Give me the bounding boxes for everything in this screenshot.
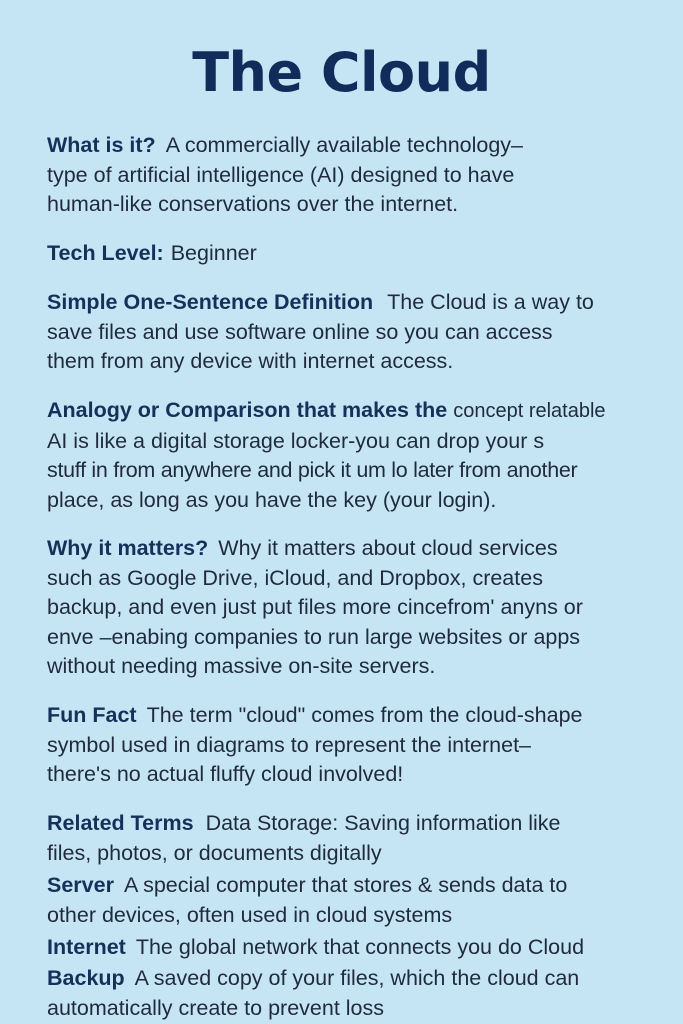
section-label: Simple One-Sentence Definition [47,290,374,314]
section-line [47,131,663,161]
section-line [47,964,663,994]
term-label: Internet [47,935,126,959]
section-label: What is it? [47,133,156,157]
term-backup [47,964,663,1023]
page-title: The Cloud [192,41,491,104]
section-line [47,396,663,427]
section-label: Why it matters? [47,536,209,560]
section-definition [47,288,663,377]
term-text: other devices, often used in cloud systems [47,902,453,927]
section-text: Data Storage: Saving information like [205,811,561,835]
term-text: A special computer that stores & sends data to [123,873,568,897]
section-line [47,809,663,839]
section-analogy [47,396,663,515]
term-label: Backup [47,966,125,990]
term-internet [47,933,663,963]
section-text: files, photos, or documents digitally [47,840,382,865]
section-text: The Cloud is a way to [387,290,594,314]
term-text: automatically create to prevent loss [47,995,384,1020]
section-text: without needing massive on-site servers. [47,654,436,678]
section-text: human-like conservations over the internet. [47,192,459,216]
section-text: save files and use software online so you can access [47,319,553,344]
tech-level-value: Beginner [170,241,257,265]
section-related-terms [47,809,663,868]
section-text: A commercially available technology– [165,133,524,157]
term-text: A saved copy of your files, which the cloud can [134,966,580,990]
section-label: Related Terms [47,811,194,835]
section-text: concept relatable [453,400,606,422]
section-line [47,239,663,269]
section-text: Why it matters about cloud services [218,536,558,560]
section-text: type of artificial intelligence (AI) designed to have [47,162,515,187]
section-fun-fact [47,701,663,790]
section-text: enve –enabing companies to run large websites or apps [47,624,581,649]
term-text: The global network that connects you do Cloud [135,935,585,959]
section-line [47,871,663,901]
section-label: Analogy or Comparison that makes the [47,398,448,422]
section-text: AI is like a digital storage locker-you can drop your s [47,428,545,453]
section-text: them from any device with internet access. [47,349,454,373]
section-text: place, as long as you have the key (your login). [47,487,497,512]
term-label: Server [47,873,114,897]
section-text: symbol used in diagrams to represent the internet– [47,732,532,757]
section-line [47,534,663,564]
section-what-is-it [47,131,663,220]
section-why-it-matters [47,534,663,682]
section-tech-level [47,239,663,269]
section-label: Fun Fact [47,703,137,727]
term-server [47,871,663,930]
section-label: Tech Level: [47,241,164,265]
section-text: stuff in from anywhere and pick it um lo later from another [47,458,578,482]
section-line [47,288,663,318]
section-line [47,933,663,963]
section-text: backup, and even just put files more cincefrom' anyns or [47,595,583,619]
section-text: The term "cloud" comes from the cloud-shape [146,703,583,727]
section-text: there's no actual fluffy cloud involved! [47,762,404,786]
section-text: such as Google Drive, iCloud, and Dropbox, creates [47,565,543,590]
section-line [47,701,663,731]
